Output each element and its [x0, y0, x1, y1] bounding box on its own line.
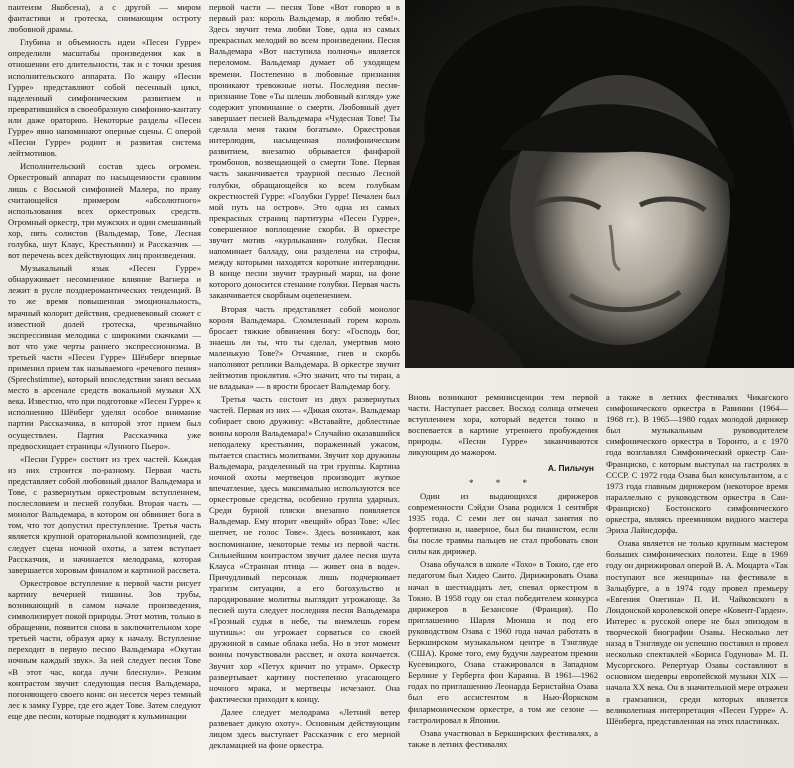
conductor-portrait-photo	[405, 0, 794, 368]
portrait-image	[405, 0, 794, 368]
author-signature: А. Пильчун	[547, 462, 594, 473]
text-column-3	[408, 392, 598, 766]
paragraph: Озава обучался в школе «Тохо» в Токио, где его педагогом был Хидео Саито. Дирижировать Озава начал в шестнадцать лет, спевал оркестром в Токио. В 1958 году он стал победителем конкурса дирижеров в Безансоне (Франция). По приглашению Шарля Мюнша и под его руководством Озава с 1960 года начал работать в Беркширском музыкальном центре в Тэнглвуде (США). Кроме того, ему будучи лауреатом премии Кусевицкого, Озава стажировался в Западном Берлине у Герберта фон Караяна. В 1961—1962 годах по приглашению Леонарда Бернстайна Озава был его ассистентом в Нью-Йоркском филармоническом оркестре, а том же сезоне — гастролировал в Японии.	[408, 559, 598, 725]
paragraph: Исполнительский состав здесь огромен. Оркестровый аппарат по насыщенности сравним лишь с Восьмой симфонией Малера, по праву считающейся примером «абсолютного» использования всех оркестровых средств. Огромный оркестр, три мужских и один смешанный хор, пять солистов (Вальдемар, Тове, Лесная голубка, шут Клаус, Крестьянин) и Рассказчик — вот перечень всех действующих лиц произведения.	[8, 161, 201, 261]
text-column-2	[209, 2, 400, 766]
paragraph: первой части — песня Тове «Вот говорю я в первый раз: король Вальдемар, я люблю тебя!». Здесь звучит тема любви Тове, одна из самых прекрасных мелодий во всем произведении. Песня Вальдемара «Вот наступила полночь» является переломом. Вальдемар думает об уходящем времени. Постепенно в любовные признания проникают тревожные ноты. Последняя песня-признание Тове «Ты шлешь любовный взгляд» уже содержит упоминание о смерти. Любовный дует завершает песней Вальдемара «Чудесная Тове! Ты сделала меня таким богатым». Оркестровая интерлюдия, насыщенная полифоническим развитием, внезапно обрывается фанфарой тромбонов, возвещающей о смерти Тове. Первая часть заканчивается траурной песнью Лесной голубки, обращающейся ко всем голубкам окрестностей Гурре: «Голубки Гурре! Печален был мой путь на остров». Это одна из самых прекрасных страниц партитуры «Песен Гурре», совершенное воплощение скорби. В оркестре звучит мотив «курлыкания» голубки. Песня напоминает балладу, она разделена на строфы, между которыми находятся короткие интерлюдии. В конце песни звучит траурный марш, на фоне которого доносится стенание голубки. Первая часть заканчивается скорбным оцепенением.	[209, 2, 400, 301]
paragraph: а также в летних фестивалях Чикагского симфонического оркестра в Равинии (1964—1968 гг.). В 1965—1980 годах молодой дирижер был музыкальным руководителем симфонического оркестра в Торонто, а с 1970 года возглавлял Симфонический оркестр Сан-Франциско, с которым выступал на гастролях в СССР. С 1972 года Озава был консультантом, а с 1973 года главным дирижером (некоторое время параллельно с руководством оркестра в Сан-Франциско) Бостонского симфонического оркестра, являясь преемником видного мастера Эриха Лайнсдорфа.	[606, 392, 788, 536]
paragraph: Третья часть состоит из двух развернутых частей. Первая из них — «Дикая охота». Вальдемар собирает свою дружину: «Вставайте, доблестные воины короля Вальдемара!» Случайно оказавшийся неподалеку крестьянин, пораженный ужасом, пытается спастись молитвами. Звучит хор дружины Вальдемара, разделенный на три группы. Картина ночной охоты мертвецов производит жуткое впечатление, здесь максимально используются все оркестровые средства, особенно группа ударных. Среди бурной пляски внезапно появляется Вальдемар. Ему вторит «вещий» образ Тове: «Лес шепчет, не голос Тове». Здесь возникают, как воспоминание, некоторые темы из первой части. Сильнейшим контрастом звучит далее песня шута Клауса «Странная птица — живет она в воде». Причудливый персонаж лишь подчеркивает трагизм ситуации, а его богохульство и пародирование молитвы выглядит угрожающе. За песней шута следует последняя песня Вальдемара «Грозный судья в небе, ты внемлешь горем шутишь»: он угрожает сорваться со своей дружиной в самые облака неба. Но в этот момент воины почувствовали рассвет, и охота кончается. Звучит хор «Петух кричит по утрам». Оркестр развертывает картину постепенно угасающего ночного мрака, и мертвецы исчезают. Она фактически приходит к концу.	[209, 394, 400, 704]
paragraph: Один из выдающихся дирижеров современности Сэйдзи Озава родился 1 сентября 1935 года. С семи лет он начал занятия по фортепиано и, наверное, был бы пианистом, если бы после травмы пальцев не стал пробовать свои силы как дирижер.	[408, 490, 598, 557]
text-column-4	[606, 392, 788, 766]
section-separator: * * *	[469, 477, 537, 488]
paragraph: Оркестровое вступление к первой части рисует картину вечерней тишины. Зов трубы, возникающий в самом начале произведения, символизирует покой природы. Этот мотив, только в обращении, появится снова в заключительном хоре третьей части, образуя арку к началу. Вступление переходит в первую песню Вальдемара «Окутан ночным каждый звук». За ней следует песня Тове «В этот час, когда лучи блеснули». Резким контрастом звучит следующая песня Вальдемара, погоняющего своего коня: он несется через темный лес к замку Гурре, где его ждет Тове. Затем следуют еще две песни, которые подводят к кульминации	[8, 577, 201, 721]
paragraph: Озава является не только крупным мастером больших симфонических полотен. Еще в 1969 году он дирижировал оперой В. А. Моцарта «Так поступают все женщины» на фестивале в Зальцбурге, а в 1974 году провел премьеру «Евгения Онегина» П. И. Чайковского в Лондонской королевской опере «Ковент-Гарден». Интерес к русской опере не был эпизодом в творческой биографии Озавы. Несколько лет назад в Тэнглвуде он успешно поставил и провел несколько спектаклей «Бориса Годунова» М. П. Мусоргского. Репертуар Озавы составляют в основном шедевры европейской музыки XIX — начала XX века. Он в значительной мере отражен в грамзаписи, среди которых является великолепная интерпретация «Песен Гурре» А. Шёнберга, представленная на этих пластинках.	[606, 538, 788, 726]
paragraph: пантеизм Якобсена), а с другой — миром фантастики и гротеска, снимающим остроту любовной драмы.	[8, 2, 201, 35]
paragraph: Вновь возникают реминисценции тем первой части. Наступает рассвет. Восход солнца отмечен вступлением хора, который ведется тонко и воспевается в картине утреннего пробуждения природы. «Песни Гурре» заканчиваются ликующим до мажором.	[408, 392, 598, 458]
paragraph: Музыкальный язык «Песен Гурре» обнаруживает несомненное влияние Вагнера и лежит в русле позднеромантических тенденций. В то же время повышенная эмоциональность, мрачный колорит действия, средневековый сюжет с известной долей гротеска, чрезвычайно экспрессивная мелодика с широкими скачками — вот что уже черты раннего экспрессионизма. В третьей части «Песен Гурре» Шёнберг впервые применил прием так называемого «речевого пения» (Sprechstimme), который впоследствии занял весьма место в арсенале средств вокальной музыки XX века. Известно, что при подготовке «Песен Гурре» к исполнению Шёнберг уделял особое внимание партии Рассказчика, в которой этот прием был осуществлен. Партия Рассказчика уже предвосхищает страницы «Лунного Пьеро».	[8, 263, 201, 451]
paragraph: Вторая часть представляет собой монолог короля Вальдемара. Сломленный горем король бросает тяжкие обвинения богу: «Господь бог, знаешь ли ты, что ты сделал, умертвив мою маленькую Тове?» Отчаяние, гнев и скорбь наполняют реплики Вальдемара. В оркестре звучит лейтмотив проклятия. «Это значит, что ты тиран, а не владыка» — в ярости бросает Вальдемар богу.	[209, 303, 400, 392]
paragraph: Озава участвовал в Беркширских фестивалях, а также в летних фестивалях	[408, 727, 598, 749]
paragraph: Далее следует мелодрама «Летний ветер развевает дикую охоту». Основным действующим лицом здесь выступает Рассказчик с его мерной декламацией на фоне оркестра.	[209, 706, 400, 751]
text-column-1	[8, 2, 201, 766]
paragraph: «Песни Гурре» состоят из трех частей. Каждая из них строится по-разному. Первая часть представляет собой любовный диалог Вальдемара и Тове, с развернутым оркестровым вступлением, послесловием и песней голубки. Вторая часть — монолог Вальдемара, в котором он обвиняет бога в том, что тот допустил преступление. Третья часть является крупной ораториальной композицией, где следует сцена ночной охоты, а затем вступает Рассказчик, и начинается мелодрама, которая завершается хоровым финалом и картиной рассвета.	[8, 453, 201, 575]
paragraph: Глубина и объемность идеи «Песен Гурре» определили масштабы произведения как в отношении его длительности, так и с точки зрения исполнительского аппарата. По жанру «Песни Гурре» представляют собой песенный цикл, наделенный симфоническим развитием и превратившийся в своеобразную симфонию-кантату или даже ораторию. Некоторые разделы «Песен Гурре» явно напоминают оперные сцены. С оперой «Песни Гурре» роднит и развитая система лейтмотивов.	[8, 37, 201, 159]
